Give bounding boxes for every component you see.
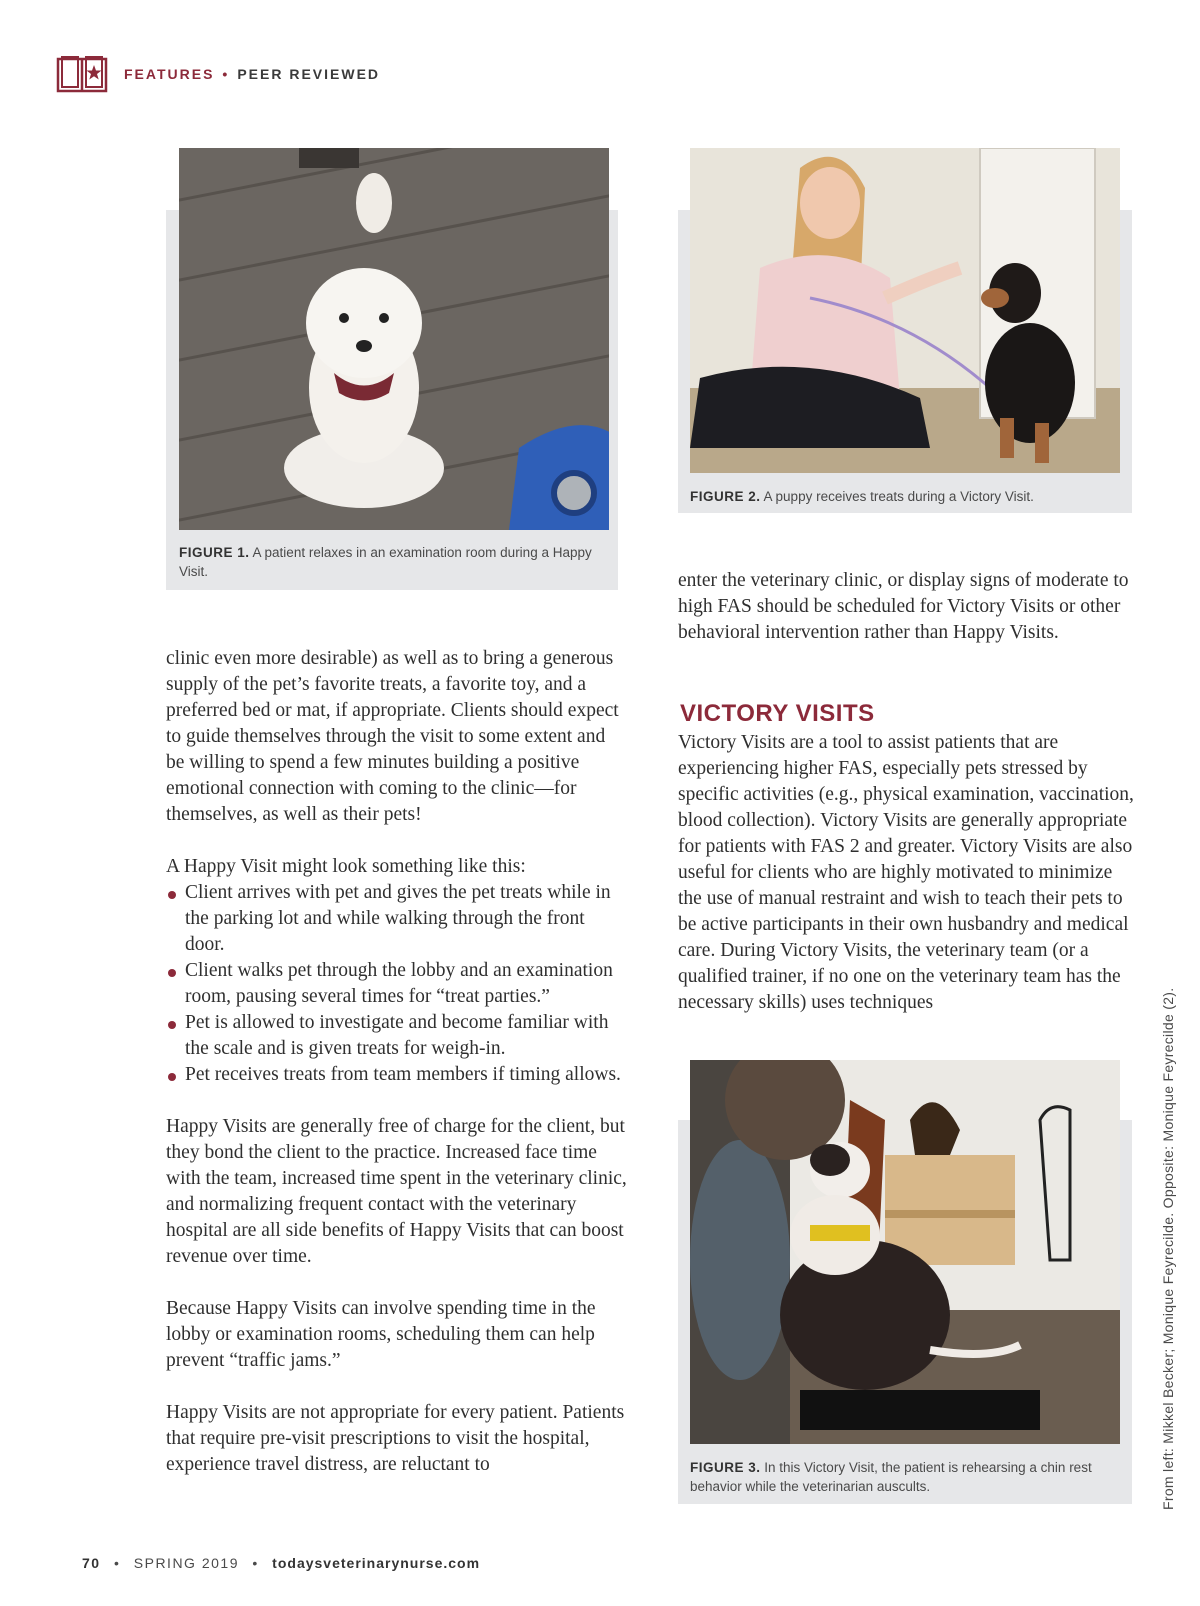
list-item: Client arrives with pet and gives the pet treats while in the parking lot and while walking through the front door. bbox=[166, 880, 628, 958]
figure-1-caption-text: A patient relaxes in an examination room during a Happy Visit. bbox=[179, 545, 592, 579]
figure-2-photo bbox=[690, 148, 1120, 473]
book-star-icon bbox=[56, 53, 108, 95]
figure-1-caption bbox=[179, 543, 609, 581]
page-footer bbox=[82, 1555, 480, 1571]
left-paragraph-4: Happy Visits are not appropriate for every patient. Patients that require pre-visit prescriptions to visit the hospital, experience travel distress, are reluctant to bbox=[166, 1402, 625, 1475]
left-paragraph-3: Because Happy Visits can involve spending time in the lobby or examination rooms, scheduling them can help prevent “traffic jams.” bbox=[166, 1298, 596, 1371]
left-column bbox=[166, 646, 628, 1504]
figure-3-photo bbox=[690, 1060, 1120, 1444]
figure-2-caption bbox=[690, 487, 1120, 506]
page-number: 70 bbox=[82, 1555, 101, 1571]
figure-1-photo bbox=[179, 148, 609, 530]
header-separator: • bbox=[222, 66, 230, 82]
figure-3-caption bbox=[690, 1458, 1120, 1496]
page-header bbox=[56, 52, 380, 96]
list-item: Pet receives treats from team members if timing allows. bbox=[166, 1062, 628, 1088]
website-url[interactable]: todaysveterinarynurse.com bbox=[272, 1555, 481, 1571]
left-paragraph-2: Happy Visits are generally free of charge for the client, but they bond the client to the practice. Increased face time with the team, increased time spent in the veterinary clinic, and normalizing frequent contact with the veterinary hospital are all side benefits of Happy Visits that can boost revenue over time. bbox=[166, 1116, 627, 1267]
happy-visit-list-intro: A Happy Visit might look something like this: bbox=[166, 856, 526, 877]
right-column-body bbox=[678, 730, 1140, 1042]
right-paragraph-2: Victory Visits are a tool to assist patients that are experiencing higher FAS, especially pets stressed by specific activities (e.g., physical examination, vaccination, blood collection). Victory Visits are generally appropriate for patients with FAS 2 and greater. Victory Visits are also useful for clients who are highly motivated to minimize the use of manual restraint and wish to teach their pets to be active participants in their own husbandry and medical care. During Victory Visits, the veterinary team (or a qualified trainer, if no one on the veterinary team has the necessary skills) uses techniques bbox=[678, 732, 1134, 1013]
figure-2-label: FIGURE 2. bbox=[690, 489, 761, 504]
happy-visit-list bbox=[166, 880, 628, 1088]
section-heading: VICTORY VISITS bbox=[680, 700, 875, 727]
figure-2-caption-text: A puppy receives treats during a Victory Visit. bbox=[763, 489, 1034, 504]
photo-credit: From left: Mikkel Becker; Monique Feyrecilde. Opposite: Monique Feyrecilde (2). bbox=[1160, 987, 1176, 1510]
footer-separator: • bbox=[113, 1555, 121, 1571]
subsection-name: PEER REVIEWED bbox=[237, 66, 381, 82]
figure-3-label: FIGURE 3. bbox=[690, 1460, 761, 1475]
section-name: FEATURES bbox=[124, 66, 215, 82]
figure-1-label: FIGURE 1. bbox=[179, 545, 250, 560]
list-item: Client walks pet through the lobby and an examination room, pausing several times for “treat parties.” bbox=[166, 958, 628, 1010]
right-paragraph-1: enter the veterinary clinic, or display signs of moderate to high FAS should be scheduled for Victory Visits or other behavioral intervention rather than Happy Visits. bbox=[678, 570, 1129, 643]
section-label bbox=[124, 66, 380, 82]
right-column-top bbox=[678, 568, 1138, 672]
figure-3-caption-text: In this Victory Visit, the patient is rehearsing a chin rest behavior while the veterinarian auscults. bbox=[690, 1460, 1092, 1494]
list-item: Pet is allowed to investigate and become familiar with the scale and is given treats for weigh-in. bbox=[166, 1010, 628, 1062]
footer-separator: • bbox=[252, 1555, 259, 1571]
issue-label: SPRING 2019 bbox=[133, 1555, 239, 1571]
left-paragraph-1: clinic even more desirable) as well as to bring a generous supply of the pet’s favorite treats, a favorite toy, and a preferred bed or mat, if appropriate. Clients should expect to guide themselves through the visit to some extent and be willing to spend a few minutes building a positive emotional connection with coming to the clinic—for themselves, as well as their pets! bbox=[166, 648, 619, 825]
